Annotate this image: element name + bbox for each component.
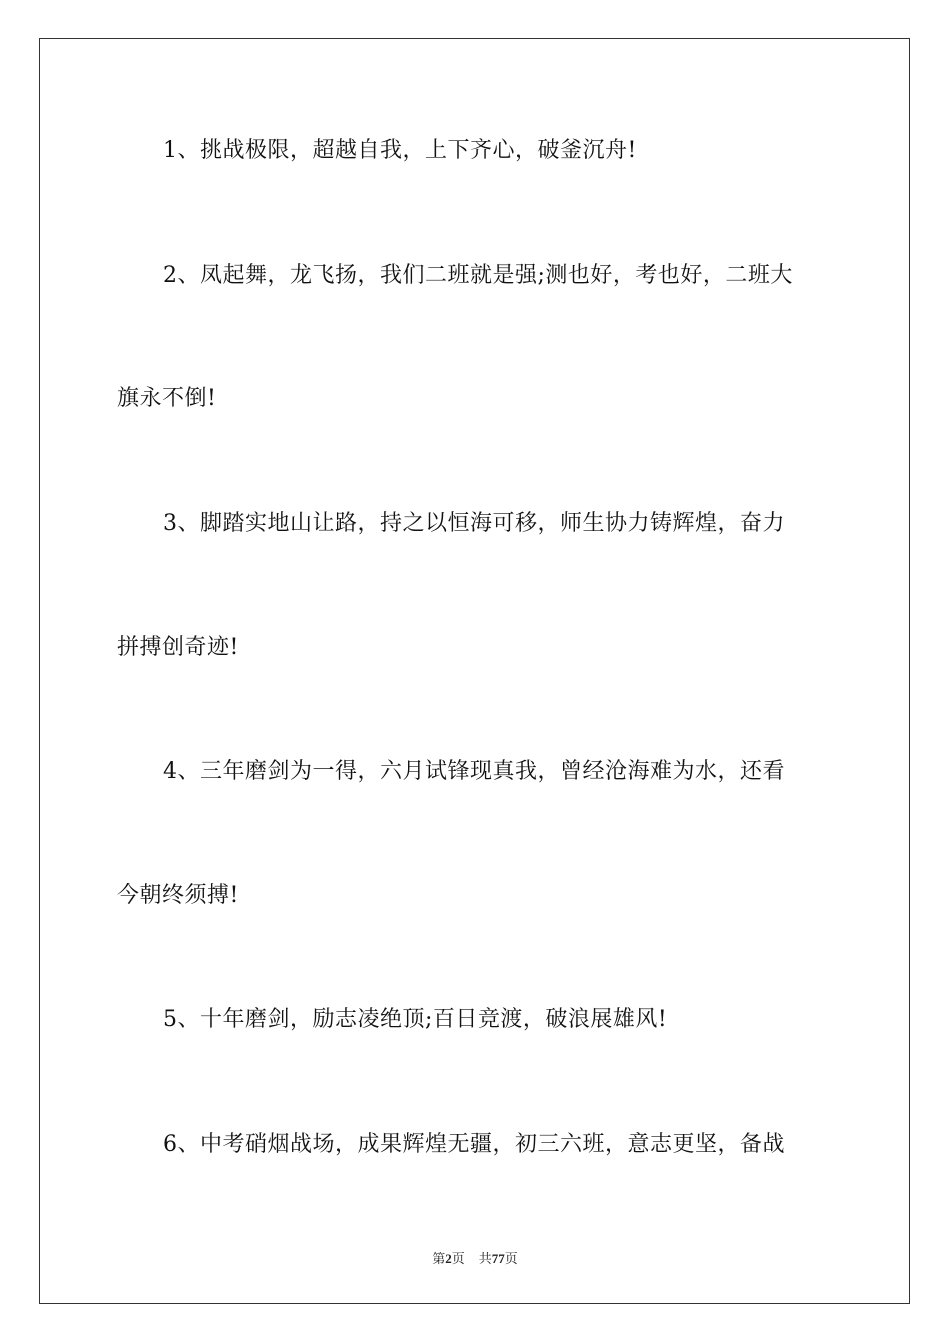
footer-page-suffix: 页 <box>451 1251 465 1266</box>
slogan-1-line-1: 1、挑战极限，超越自我，上下齐心，破釜沉舟! <box>163 138 637 163</box>
footer-total-prefix: 共 <box>478 1251 492 1266</box>
page-border <box>39 38 910 1304</box>
slogan-3-line-2: 拼搏创奇迹! <box>117 635 239 660</box>
slogan-3-line-1: 3、脚踏实地山让路，持之以恒海可移，师生协力铸辉煌，奋力 <box>163 511 785 536</box>
footer-total-suffix: 页 <box>504 1251 518 1266</box>
slogan-2-line-1: 2、凤起舞，龙飞扬，我们二班就是强;测也好，考也好，二班大 <box>163 263 793 288</box>
page-footer <box>0 1248 950 1267</box>
slogan-2-line-2: 旗永不倒! <box>117 386 217 411</box>
slogan-5-line-1: 5、十年磨剑，励志凌绝顶;百日竞渡，破浪展雄风! <box>163 1007 668 1032</box>
footer-page-prefix: 第 <box>432 1251 446 1266</box>
slogan-4-line-1: 4、三年磨剑为一得，六月试锋现真我，曾经沧海难为水，还看 <box>163 759 785 784</box>
footer-current-page: 2 <box>445 1251 452 1266</box>
footer-total-pages: 77 <box>491 1251 505 1266</box>
slogan-4-line-2: 今朝终须搏! <box>117 883 239 908</box>
slogan-6-line-1: 6、中考硝烟战场，成果辉煌无疆，初三六班，意志更坚，备战 <box>163 1132 785 1157</box>
